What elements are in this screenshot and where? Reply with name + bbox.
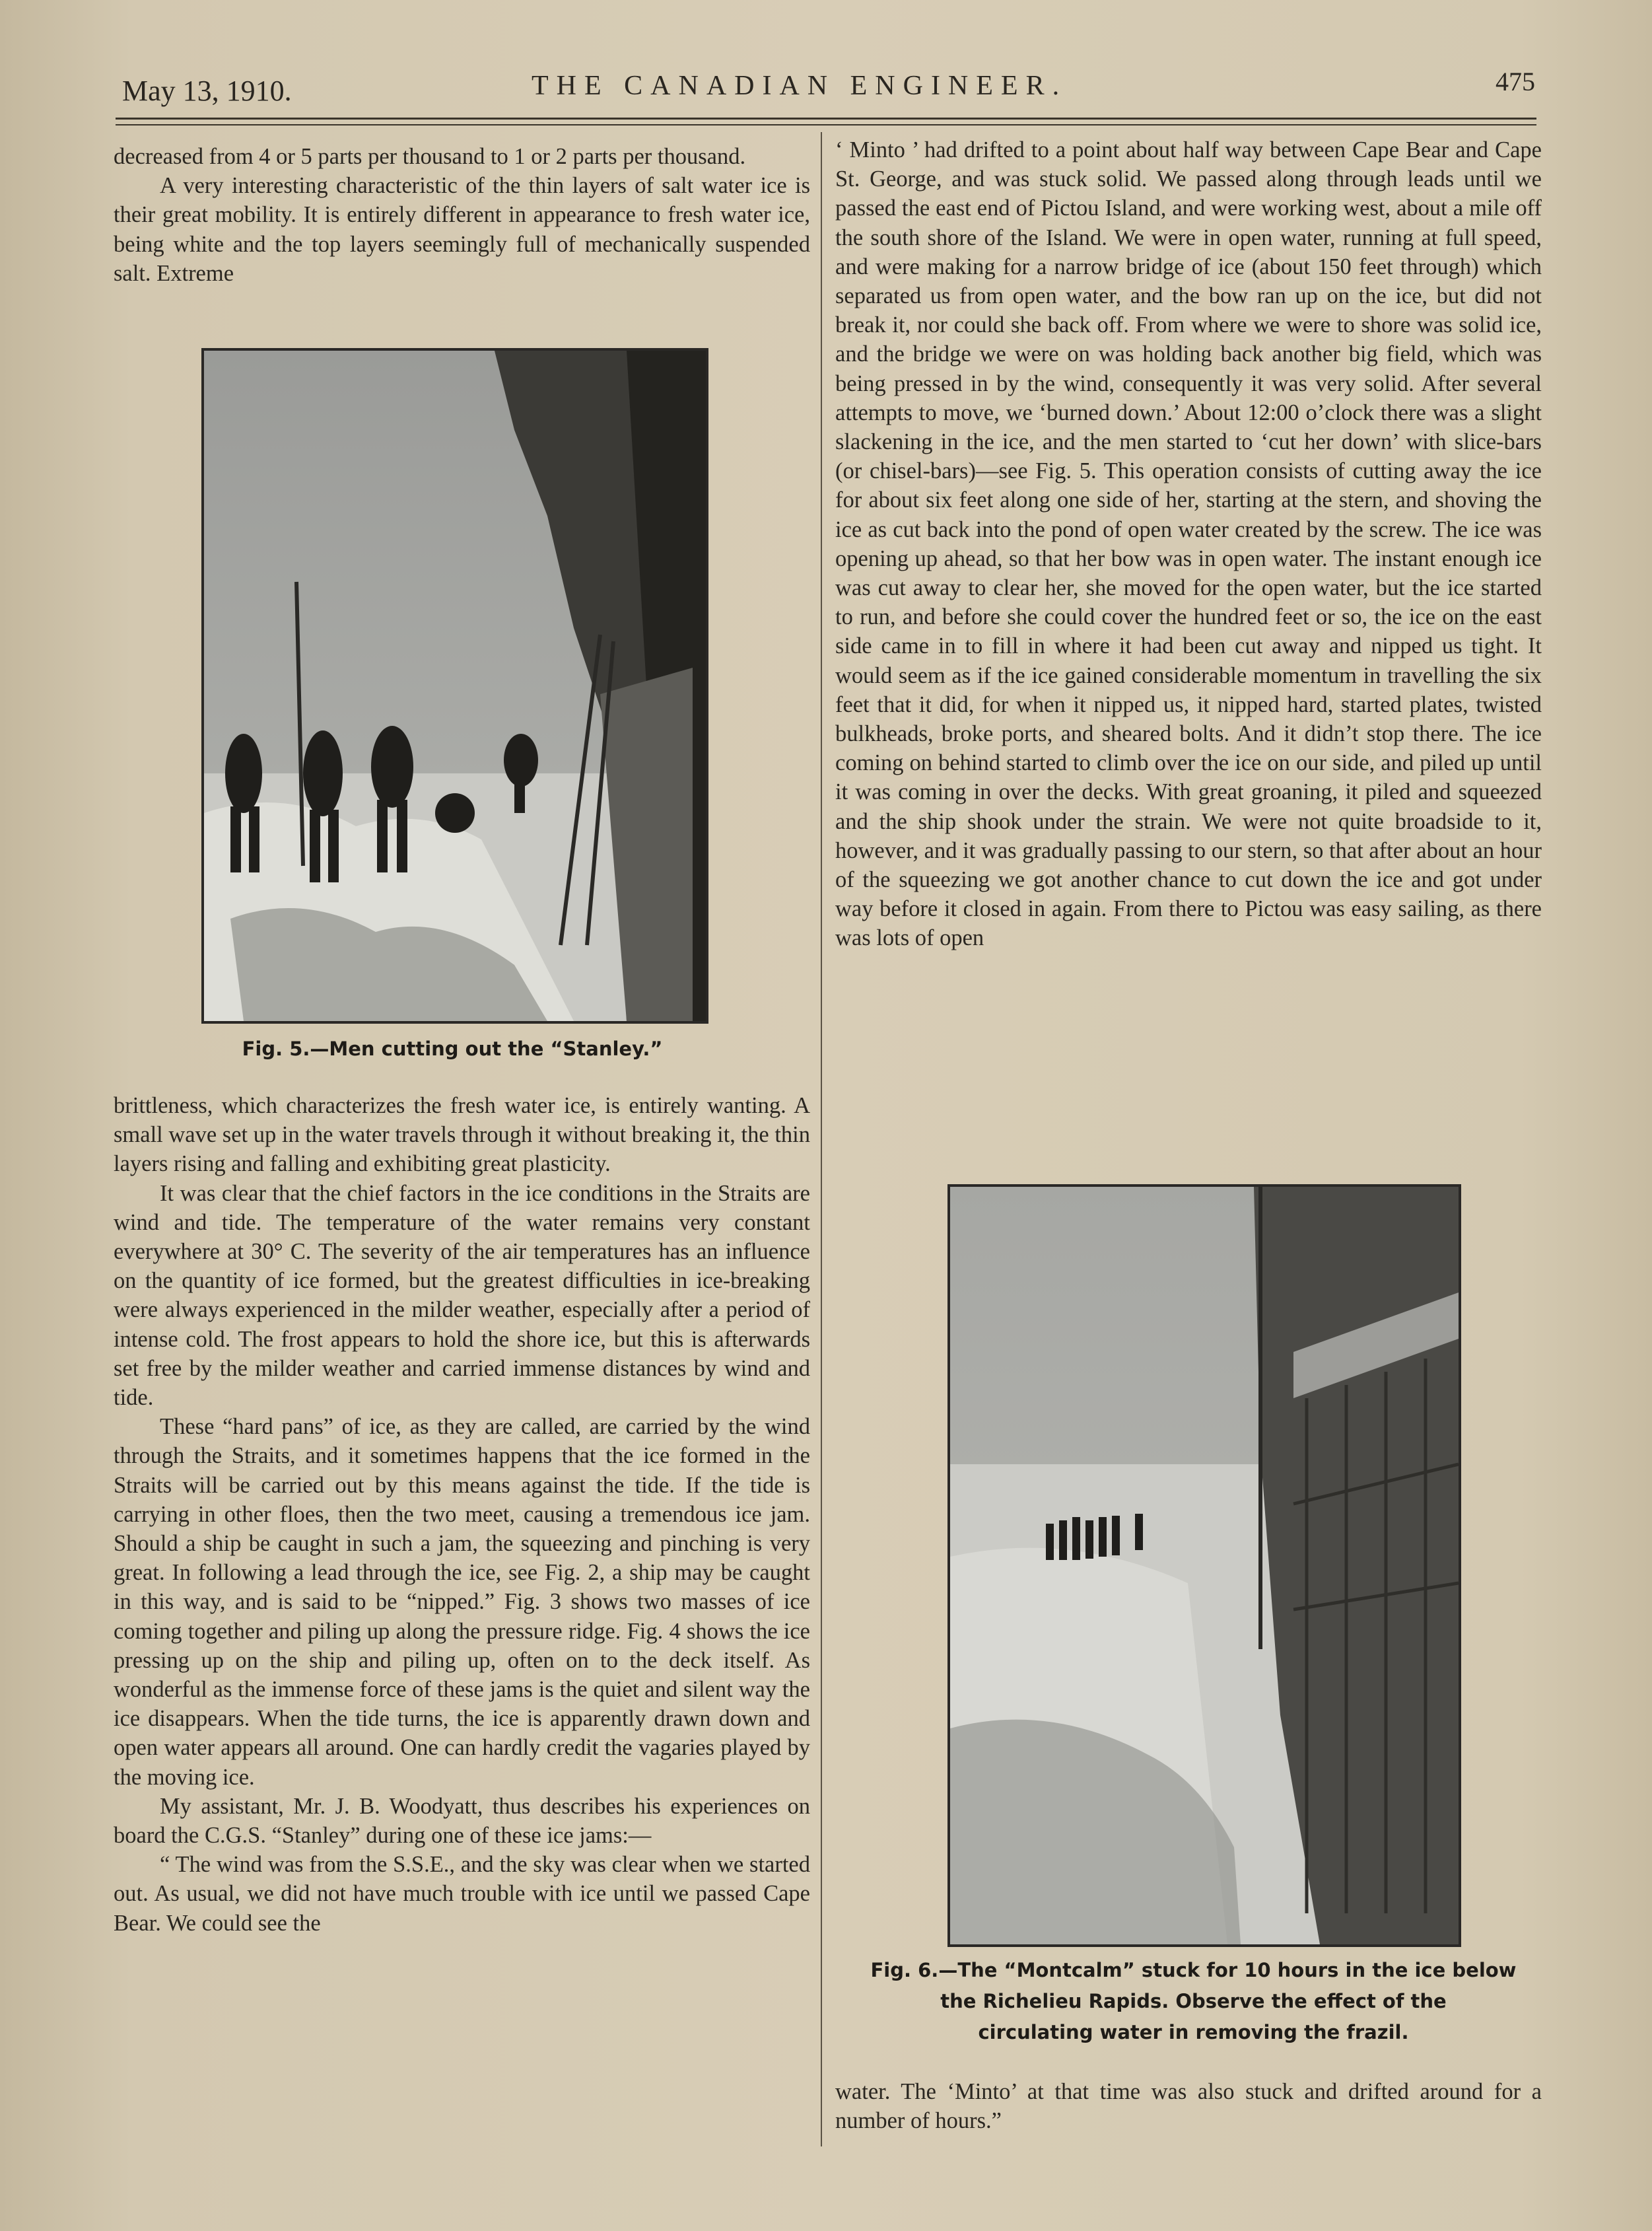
figure-6-caption <box>845 1955 1542 2048</box>
paragraph: It was clear that the chief factors in the ice conditions in the Straits are wind and tide. The temperature of the water remains very constant everywhere at 30° C. The severity of the air temperatures has an influence on the quantity of ice formed, but the greatest difficulties in ice-breaking were always experienced in the milder weather, especially after a period of intense cold. The frost appears to hold the shore ice, but this is afterwards set free by the milder weather and carried immense distances by wind and tide. <box>114 1180 810 1411</box>
paragraph: brittleness, which characterizes the fresh water ice, is entirely wanting. A small wave set up in the water travels through it without breaking it, the thin layers rising and falling and exhibiting great plasticity. <box>114 1093 810 1177</box>
caption-line: the Richelieu Rapids. Observe the effect of the <box>940 1990 1447 2012</box>
paragraph: A very interesting characteristic of the thin layers of salt water ice is their great mobility. It is entirely different in appearance to fresh water ice, being white and the top layers seemingly full of mechanically suspended salt. Extreme <box>114 173 810 286</box>
caption-line: Fig. 6.—The “Montcalm” stuck for 10 hours in the ice below <box>870 1959 1517 1981</box>
issue-date: May 13, 1910. <box>122 75 292 107</box>
header-rule <box>116 118 1536 120</box>
left-column-top-text <box>114 142 810 288</box>
paragraph: “ The wind was from the S.S.E., and the sky was clear when we started out. As usual, we did not have much trouble with ice until we passed Cape Bear. We could see the <box>114 1852 810 1936</box>
paragraph: These “hard pans” of ice, as they are called, are carried by the wind through the Straits, and it sometimes happens that the ice formed in the Straits will be carried out by this means against the tide. If the tide is carrying in other floes, then the two meet, causing a tremendous ice jam. Should a ship be caught in such a jam, the squeezing and pinching is very great. In following a lead through the ice, see Fig. 2, a ship may be caught in this way, and is said to be “nipped.” Fig. 3 shows two masses of ice coming together and piling up along the pressure ridge. Fig. 4 shows the ice pressing up on the ship and piling up, often on to the deck itself. As wonderful as the immense force of these jams is the quiet and silent way the ice disappears. When the tide turns, the ice is apparently drawn down and open water appears all around. One can hardly credit the vagaries played by the moving ice. <box>114 1414 810 1790</box>
paragraph: water. The ‘Minto’ at that time was also stuck and drifted around for a number of hours.” <box>835 2079 1542 2134</box>
header-rule-secondary <box>116 124 1536 125</box>
figure-5-photo <box>201 348 708 1024</box>
running-header <box>122 66 1535 112</box>
figure-5-caption: Fig. 5.—Men cutting out the “Stanley.” <box>242 1038 663 1060</box>
column-divider <box>821 132 822 2146</box>
page-number: 475 <box>1496 67 1535 96</box>
right-column-bottom-text <box>835 2077 1542 2135</box>
journal-title: THE CANADIAN ENGINEER. <box>532 71 1068 101</box>
paragraph: ‘ Minto ’ had drifted to a point about half way between Cape Bear and Cape St. George, and was stuck solid. We passed along through leads until we passed the east end of Pictou Island, and were working west, about a mile off the south shore of the Island. We were in open water, running at full speed, and were making for a narrow bridge of ice (about 150 feet through) which separated us from open water, and the bow ran up on the ice, but did not break it, nor could she back off. From where we were to shore was solid ice, and the bridge we were on was holding back another big field, which was being pressed in by the wind, consequently it was very solid. After several attempts to move, we ‘burned down.’ About 12:00 o’clock there was a slight slackening in the ice, and the men started to ‘cut her down’ with slice-bars (or chisel-bars)—see Fig. 5. This operation consists of cutting away the ice for about six feet along one side of her, starting at the stern, and shoving the ice as cut back into the pond of open water created by the screw. The ice was opening up ahead, so that her bow was in open water. The instant enough ice was cut away to clear her, she moved for the open water, but the ice started to run, and before she could cover the hundred feet or so, the ice on the east side came in to fill in where it had been cut away and nipped us tight. It would seem as if the ice gained considerable momentum in travelling the six feet that it did, for when it nipped us, it nipped hard, started plates, twisted bulkheads, broke ports, and sheared bolts. And it didn’t stop there. The ice coming on behind started to climb over the ice on our side, and piled up until it was coming in over the decks. With great groaning, it piled and squeezed and the ship shook under the strain. We were not quite broadside to it, however, and it was gradually passing to our stern, so that after about an hour of the squeezing we got another chance to cut down the ice and got under way before it closed in again. From there to Pictou was easy sailing, as there was lots of open <box>835 137 1542 951</box>
caption-line: circulating water in removing the frazil. <box>978 2021 1409 2043</box>
right-column-top-text <box>835 135 1542 953</box>
paragraph: decreased from 4 or 5 parts per thousand to 1 or 2 parts per thousand. <box>114 144 746 169</box>
left-column-bottom-text <box>114 1091 810 1938</box>
paragraph: My assistant, Mr. J. B. Woodyatt, thus describes his experiences on board the C.G.S. “Stanley” during one of these ice jams:— <box>114 1793 810 1849</box>
figure-6-photo <box>947 1184 1461 1947</box>
